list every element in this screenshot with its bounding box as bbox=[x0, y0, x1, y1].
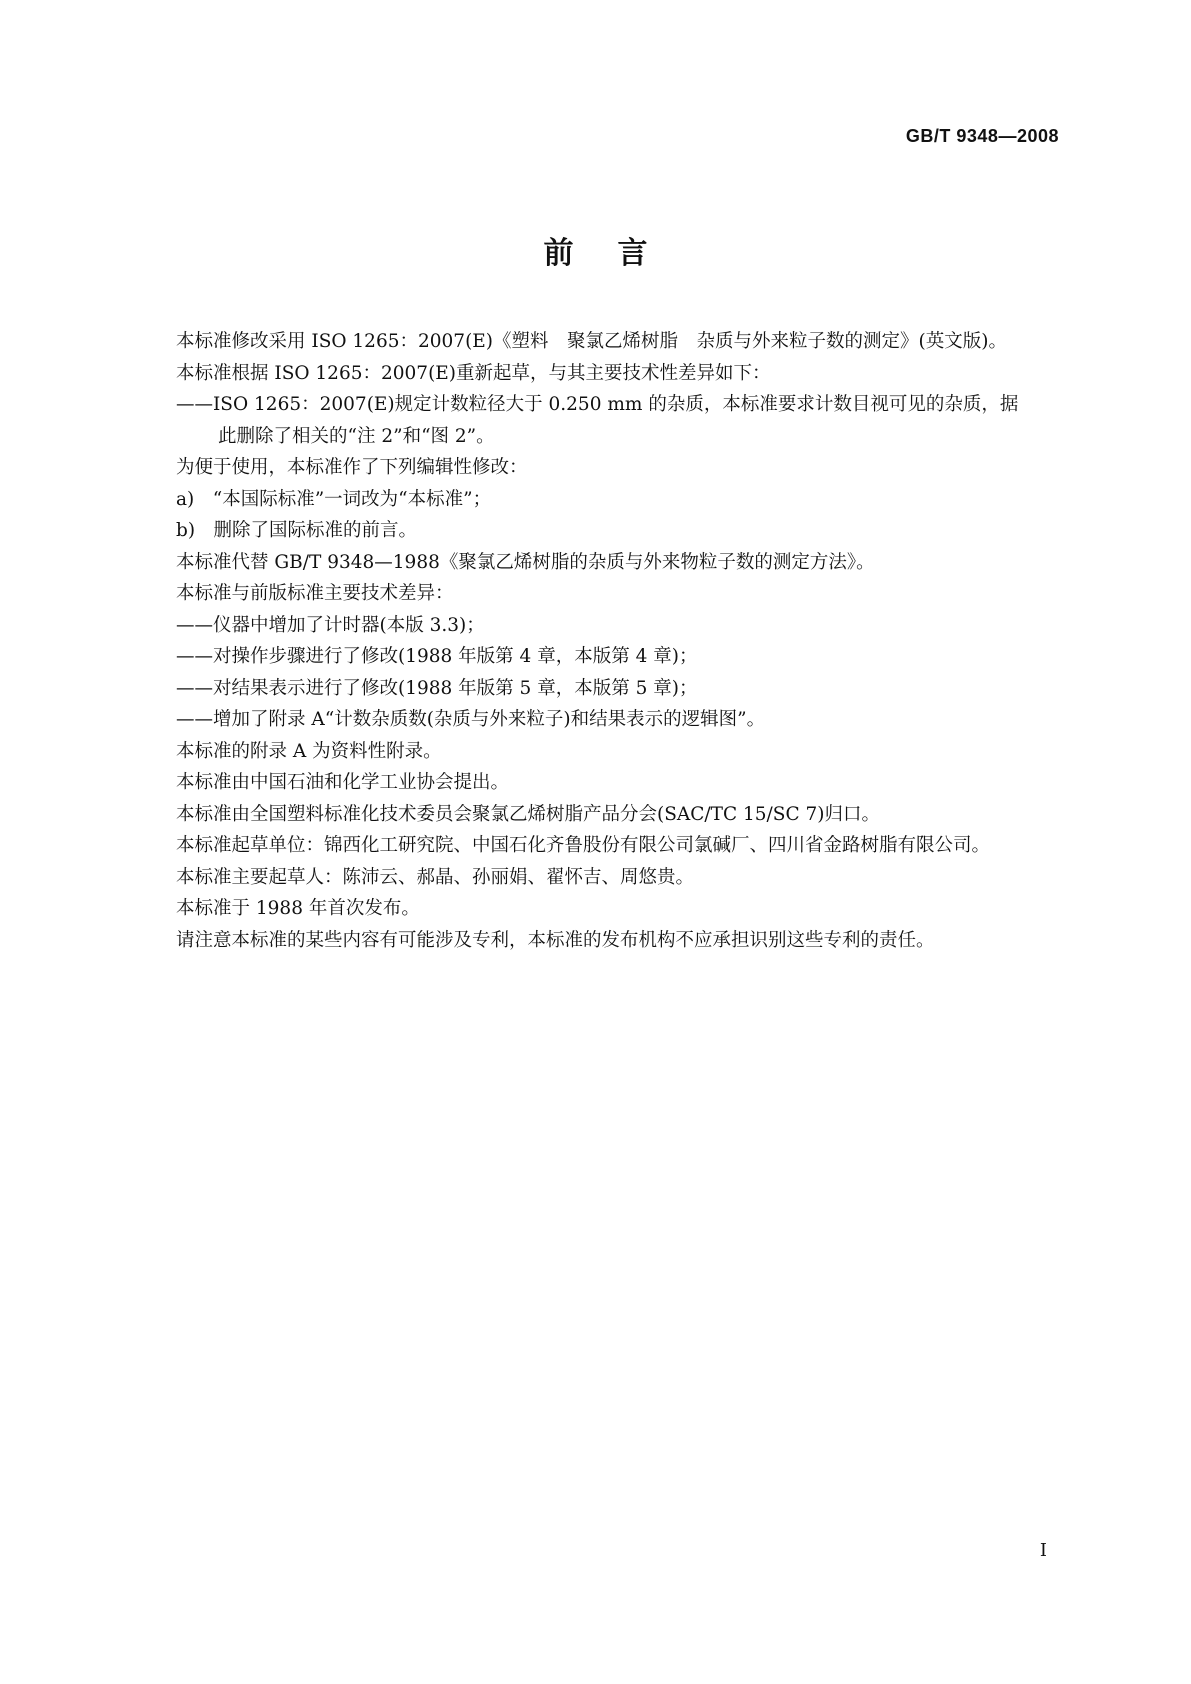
paragraph-line: 本标准修改采用 ISO 1265：2007(E)《塑料 聚氯乙烯树脂 杂质与外来粒子数的测定》(英文版)。 bbox=[176, 331, 1007, 352]
list-item: b) 删除了国际标准的前言。 bbox=[176, 520, 418, 541]
standard-number: GB/T 9348—2008 bbox=[905, 126, 1059, 146]
paragraph-line: 本标准的附录 A 为资料性附录。 bbox=[176, 740, 442, 762]
page-number: I bbox=[1039, 1540, 1047, 1561]
list-item: ——对操作步骤进行了修改(1988 年版第 4 章，本版第 4 章)； bbox=[176, 646, 698, 667]
paragraph-line: 本标准由中国石油和化学工业协会提出。 bbox=[176, 772, 510, 793]
page-title: 前言 bbox=[543, 236, 692, 271]
paragraph-line: 本标准根据 ISO 1265：2007(E)重新起草，与其主要技术性差异如下： bbox=[176, 362, 771, 384]
paragraph-line: 本标准与前版标准主要技术差异： bbox=[176, 583, 454, 604]
paragraph-line: 本标准于 1988 年首次发布。 bbox=[176, 898, 420, 919]
list-item: ——ISO 1265：2007(E)规定计数粒径大于 0.250 mm 的杂质，本标准要求计数目视可见的杂质，据 bbox=[176, 394, 1019, 415]
list-item: ——对结果表示进行了修改(1988 年版第 5 章，本版第 5 章)； bbox=[176, 677, 698, 699]
paragraph-line: 本标准由全国塑料标准化技术委员会聚氯乙烯树脂产品分会(SAC/TC 15/SC 7)归口。 bbox=[176, 803, 880, 825]
paragraph-line: 本标准代替 GB/T 9348—1988《聚氯乙烯树脂的杂质与外来物粒子数的测定方法》。 bbox=[176, 551, 875, 573]
foreword-body bbox=[176, 326, 1076, 956]
paragraph-line: 请注意本标准的某些内容有可能涉及专利，本标准的发布机构不应承担识别这些专利的责任。 bbox=[176, 929, 935, 951]
list-item: ——增加了附录 A“计数杂质数(杂质与外来粒子)和结果表示的逻辑图”。 bbox=[176, 709, 766, 730]
list-item: a) “本国际标准”一词改为“本标准”； bbox=[176, 488, 492, 510]
list-item: ——仪器中增加了计时器(本版 3.3)； bbox=[176, 614, 485, 636]
list-item-continuation: 此删除了相关的“注 2”和“图 2”。 bbox=[218, 425, 495, 447]
paragraph-line: 为便于使用，本标准作了下列编辑性修改： bbox=[176, 457, 528, 478]
paragraph-line: 本标准起草单位：锦西化工研究院、中国石化齐鲁股份有限公司氯碱厂、四川省金路树脂有限公司。 bbox=[176, 835, 991, 856]
paragraph-line: 本标准主要起草人：陈沛云、郝晶、孙丽娟、翟怀吉、周悠贵。 bbox=[176, 866, 695, 888]
